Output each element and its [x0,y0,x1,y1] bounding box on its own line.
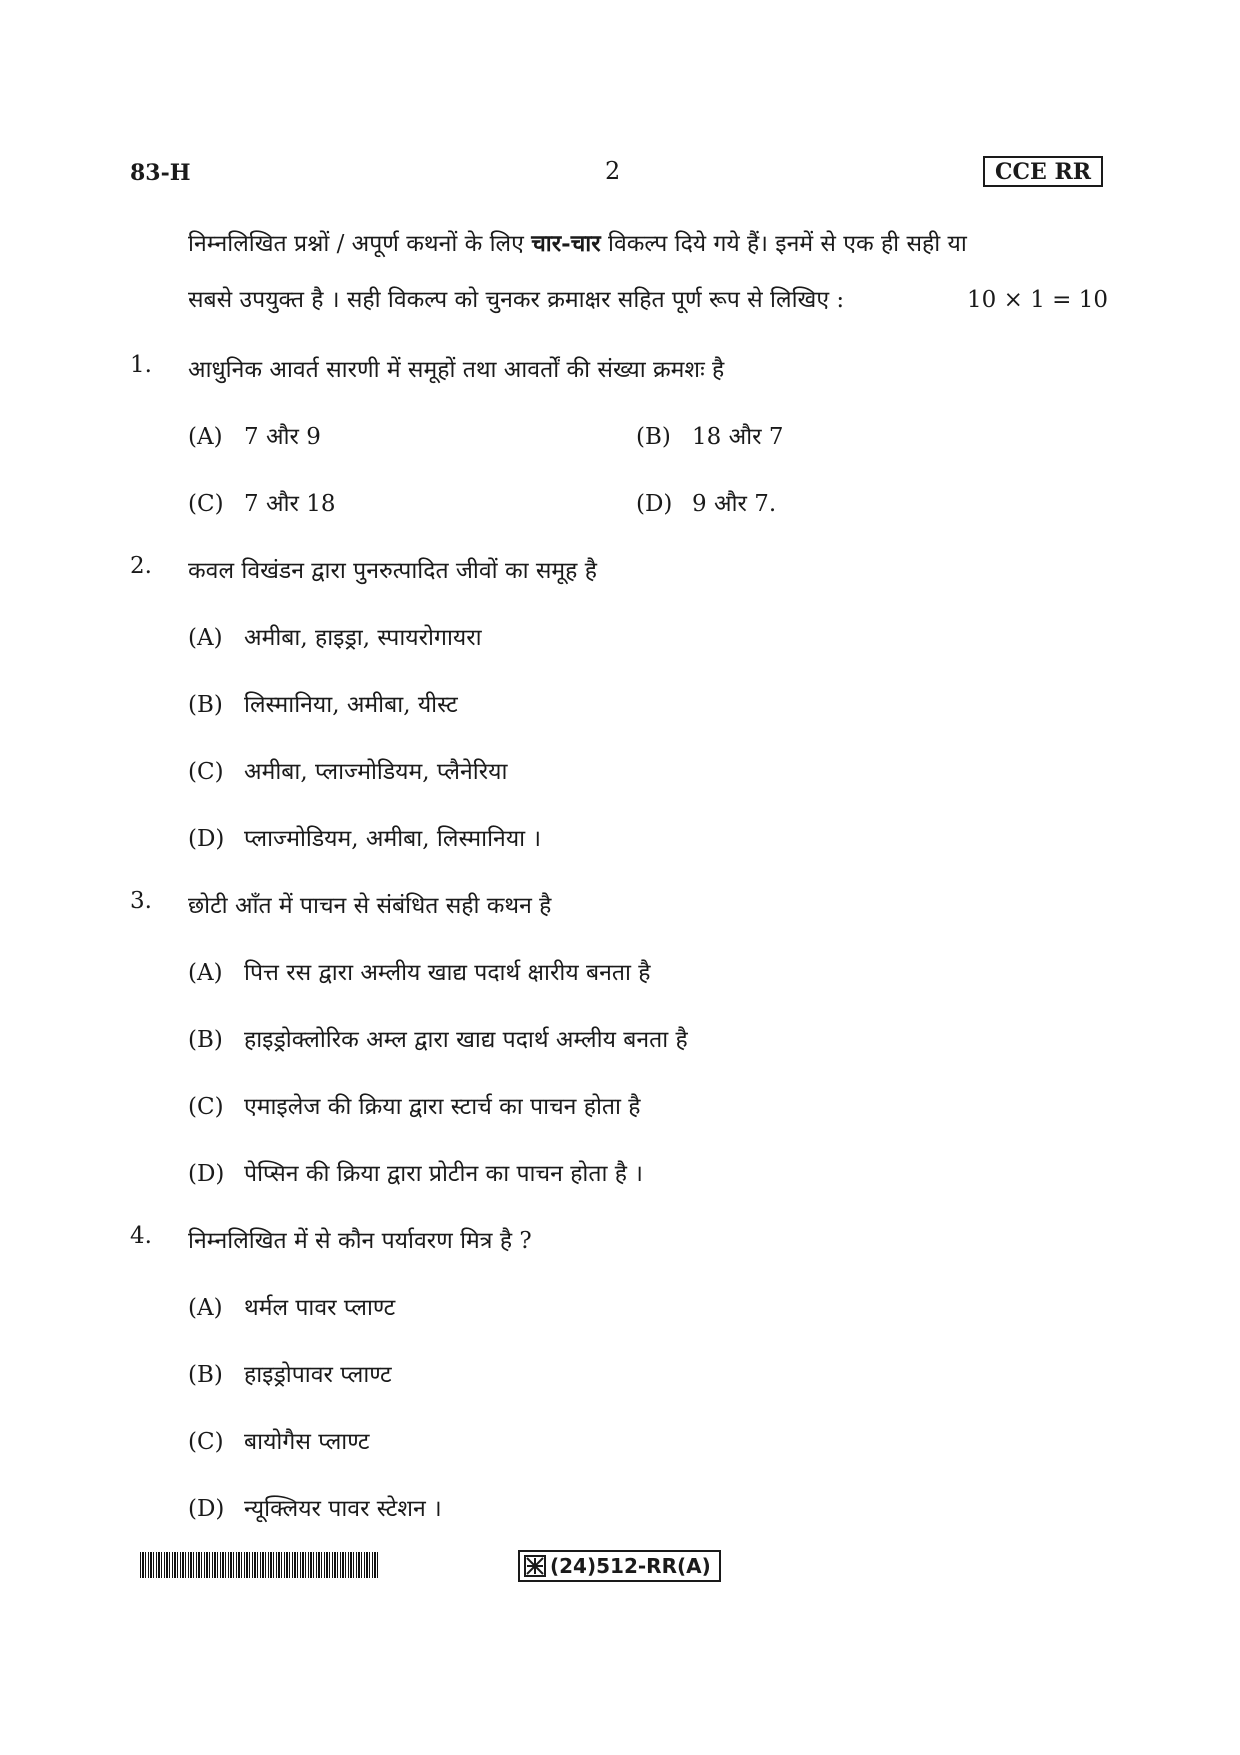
instructions-line2-text: सबसे उपयुक्त है । सही विकल्प को चुनकर क्रमाक्षर सहित पूर्ण रूप से लिखिए : [188,287,845,313]
option-label: (B) [188,692,223,718]
option-2c [188,754,507,786]
option-label: (C) [188,1429,224,1455]
option-1d [636,486,776,518]
option-text: थर्मल पावर प्लाण्ट [244,1295,396,1321]
option-label: (C) [188,1094,224,1120]
option-1a [188,419,321,451]
option-3c [188,1089,641,1121]
option-3b [188,1022,688,1054]
option-1b [636,419,783,451]
option-label: (C) [188,491,224,517]
paper-code: 83-H [130,160,191,186]
question-text: निम्नलिखित में से कौन पर्यावरण मित्र है ? [188,1228,532,1254]
option-label: (D) [188,1161,225,1187]
option-4b [188,1357,392,1389]
option-2d [188,821,541,853]
marks-scheme: 10 × 1 = 10 [967,287,1108,313]
option-text: 7 और 18 [244,491,336,517]
option-label: (A) [188,960,223,986]
option-text: पित्त रस द्वारा अम्लीय खाद्य पदार्थ क्षारीय बनता है [244,960,651,986]
option-label: (D) [188,1496,225,1522]
option-text: 18 और 7 [692,424,784,450]
instructions-line-1 [188,216,1108,272]
option-label: (B) [188,1362,223,1388]
instructions-part-1: निम्नलिखित प्रश्नों / अपूर्ण कथनों के लिए [188,231,532,257]
option-text: हाइड्रोक्लोरिक अम्ल द्वारा खाद्य पदार्थ अम्लीय बनता है [244,1027,688,1053]
option-label: (D) [188,826,225,852]
question-text: कवल विखंडन द्वारा पुनरुत्पादित जीवों का समूह है [188,558,597,584]
option-text: अमीबा, हाइड्रा, स्पायरोगायरा [244,625,482,651]
option-label: (B) [636,424,671,450]
footer-code: (24)512-RR(A) [550,1554,711,1578]
option-2a [188,620,482,652]
option-4a [188,1290,395,1322]
instructions-bold: चार-चार [531,230,601,257]
exam-badge: CCE RR [983,156,1103,187]
option-4c [188,1424,370,1456]
option-text: 9 और 7. [692,491,777,517]
option-3d [188,1156,643,1188]
option-2b [188,687,458,719]
option-text: हाइड्रोपावर प्लाण्ट [244,1362,392,1388]
instructions-line-2 [188,272,1108,328]
option-3a [188,955,650,987]
question-text: छोटी आँत में पाचन से संबंधित सही कथन है [188,893,552,919]
question-number: 1. [130,352,152,378]
option-label: (A) [188,1295,223,1321]
option-text: एमाइलेज की क्रिया द्वारा स्टार्च का पाचन होता है [244,1094,641,1120]
footer-code-box [518,1550,721,1582]
question-text: आधुनिक आवर्त सारणी में समूहों तथा आवर्तों की संख्या क्रमशः है [188,357,725,383]
option-label: (A) [188,424,223,450]
option-label: (B) [188,1027,223,1053]
option-label: (A) [188,625,223,651]
option-label: (C) [188,759,224,785]
option-text: 7 और 9 [244,424,321,450]
option-text: पेप्सिन की क्रिया द्वारा प्रोटीन का पाचन होता है । [244,1161,643,1187]
option-1c [188,486,335,518]
option-4d [188,1491,442,1523]
instructions-part-2: विकल्प दिये गये हैं। इनमें से एक ही सही या [600,231,967,257]
question-number: 3. [130,888,152,914]
barcode [140,1552,380,1578]
security-mark-icon [524,1555,546,1577]
instructions [188,216,1108,328]
option-label: (D) [636,491,673,517]
question-number: 2. [130,553,152,579]
option-text: अमीबा, प्लाज्मोडियम, प्लैनेरिया [244,759,508,785]
option-text: बायोगैस प्लाण्ट [244,1429,370,1455]
page-number: 2 [605,157,621,185]
option-text: प्लाज्मोडियम, अमीबा, लिस्मानिया । [244,826,542,852]
option-text: लिस्मानिया, अमीबा, यीस्ट [244,692,458,718]
option-text: न्यूक्लियर पावर स्टेशन । [244,1496,442,1522]
question-number: 4. [130,1223,152,1249]
